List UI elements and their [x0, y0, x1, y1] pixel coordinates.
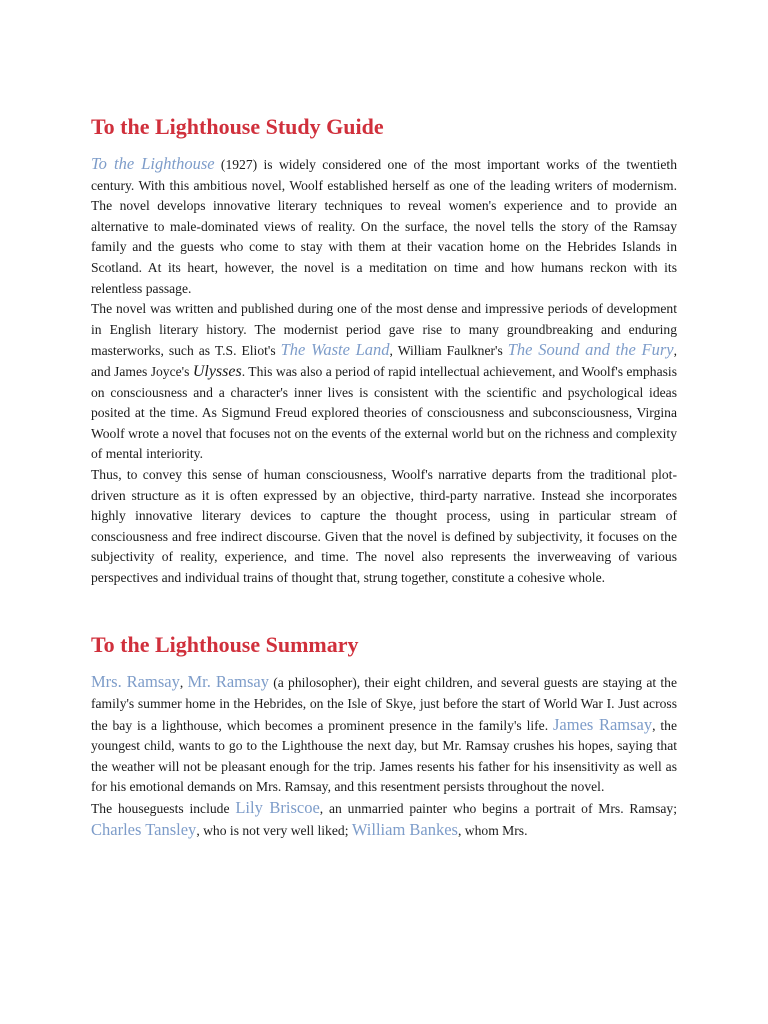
mr-ramsay-link[interactable]: Mr. Ramsay	[187, 672, 269, 692]
summary-paragraph-2	[91, 798, 677, 841]
paragraph-text: , who is not very well liked;	[196, 822, 352, 838]
paragraph-text: ,	[179, 675, 188, 691]
study-guide-paragraph-2	[91, 299, 677, 465]
charles-tansley-link[interactable]: Charles Tansley	[91, 819, 197, 839]
to-the-lighthouse-link[interactable]: To the Lighthouse	[91, 154, 215, 173]
study-guide-paragraph-1	[91, 154, 677, 299]
paragraph-text: , and James Joyce's	[91, 343, 677, 379]
paragraph-text: , whom Mrs.	[457, 822, 528, 838]
paragraph-text: (a philosopher), their eight children, and several guests are staying at the family's summer home in the Hebrides, on the Isle of Skye, just before the start of World War I. Just across the bay is a lighthouse, which becomes a prominent presence in the family's life.	[91, 675, 677, 733]
paragraph-text: , the youngest child, wants to go to the Lighthouse the next day, but Mr. Ramsay crushes his hopes, saying that the weather will not be pleasant enough for the trip. James resents his father for his insensitivity as well as for his emotional demands on Mrs. Ramsay, and this resentment persists throughout the novel.	[91, 717, 678, 795]
paragraph-text: The houseguests include	[91, 801, 236, 817]
mrs-ramsay-link[interactable]: Mrs. Ramsay	[91, 672, 180, 692]
paragraph-text: , an unmarried painter who begins a portrait of Mrs. Ramsay;	[319, 801, 677, 817]
paragraph-text: The novel was written and published during one of the most dense and impressive periods of development in English literary history. The modernist period gave rise to many groundbreaking and enduring masterworks, such as T.S. Eliot's	[91, 301, 677, 359]
document-content	[91, 112, 677, 841]
waste-land-link[interactable]: The Waste Land	[280, 340, 390, 360]
paragraph-text: , William Faulkner's	[389, 343, 508, 359]
study-guide-heading: To the Lighthouse Study Guide	[91, 114, 384, 139]
summary-heading: To the Lighthouse Summary	[91, 632, 359, 658]
lily-briscoe-link[interactable]: Lily Briscoe	[235, 798, 320, 818]
paragraph-text: . This was also a period of rapid intellectual achievement, and Woolf's emphasis on consciousness and a character's inner lives is consistent with the scientific and psychological ideas posited at the time. As Sigmund Freud explored theories of consciousness and subconsciousness, Virgina Woolf wrote a novel that focuses not on the events of the external world but on the richness and complexity of mental interiority.	[91, 363, 677, 462]
summary-paragraph-1	[91, 672, 677, 798]
study-guide-paragraph-3: Thus, to convey this sense of human consciousness, Woolf's narrative departs from the traditional plot-driven structure as it is often expressed by an objective, third-party narrative. Instead she incorporates highly innovative literary devices to capture the thought process, using in particular stream of consciousness and free indirect discourse. Given that the novel is defined by subjectivity, it focuses on the subjectivity of reality, experience, and time. The novel also represents the inverweaving of various perspectives and individual trains of thought that, strung together, constitute a cohesive whole.	[91, 466, 677, 585]
sound-and-the-fury-link[interactable]: The Sound and the Fury	[507, 340, 674, 360]
james-ramsay-link[interactable]: James Ramsay	[553, 714, 653, 734]
william-bankes-link[interactable]: William Bankes	[351, 819, 458, 839]
paragraph-text: (1927) is widely considered one of the most important works of the twentieth century. With this ambitious novel, Woolf established herself as one of the leading writers of modernism. The novel develops innovative literary techniques to reveal women's experience and to provide an alternative to male-dominated views of reality. On the surface, the novel tells the story of the Ramsay family and the guests who come to stay with them at their vacation home on the Hebrides Islands in Scotland. At its heart, however, the novel is a meditation on time and how humans reckon with its relentless passage.	[91, 157, 677, 296]
ulysses-title: Ulysses	[192, 362, 242, 380]
